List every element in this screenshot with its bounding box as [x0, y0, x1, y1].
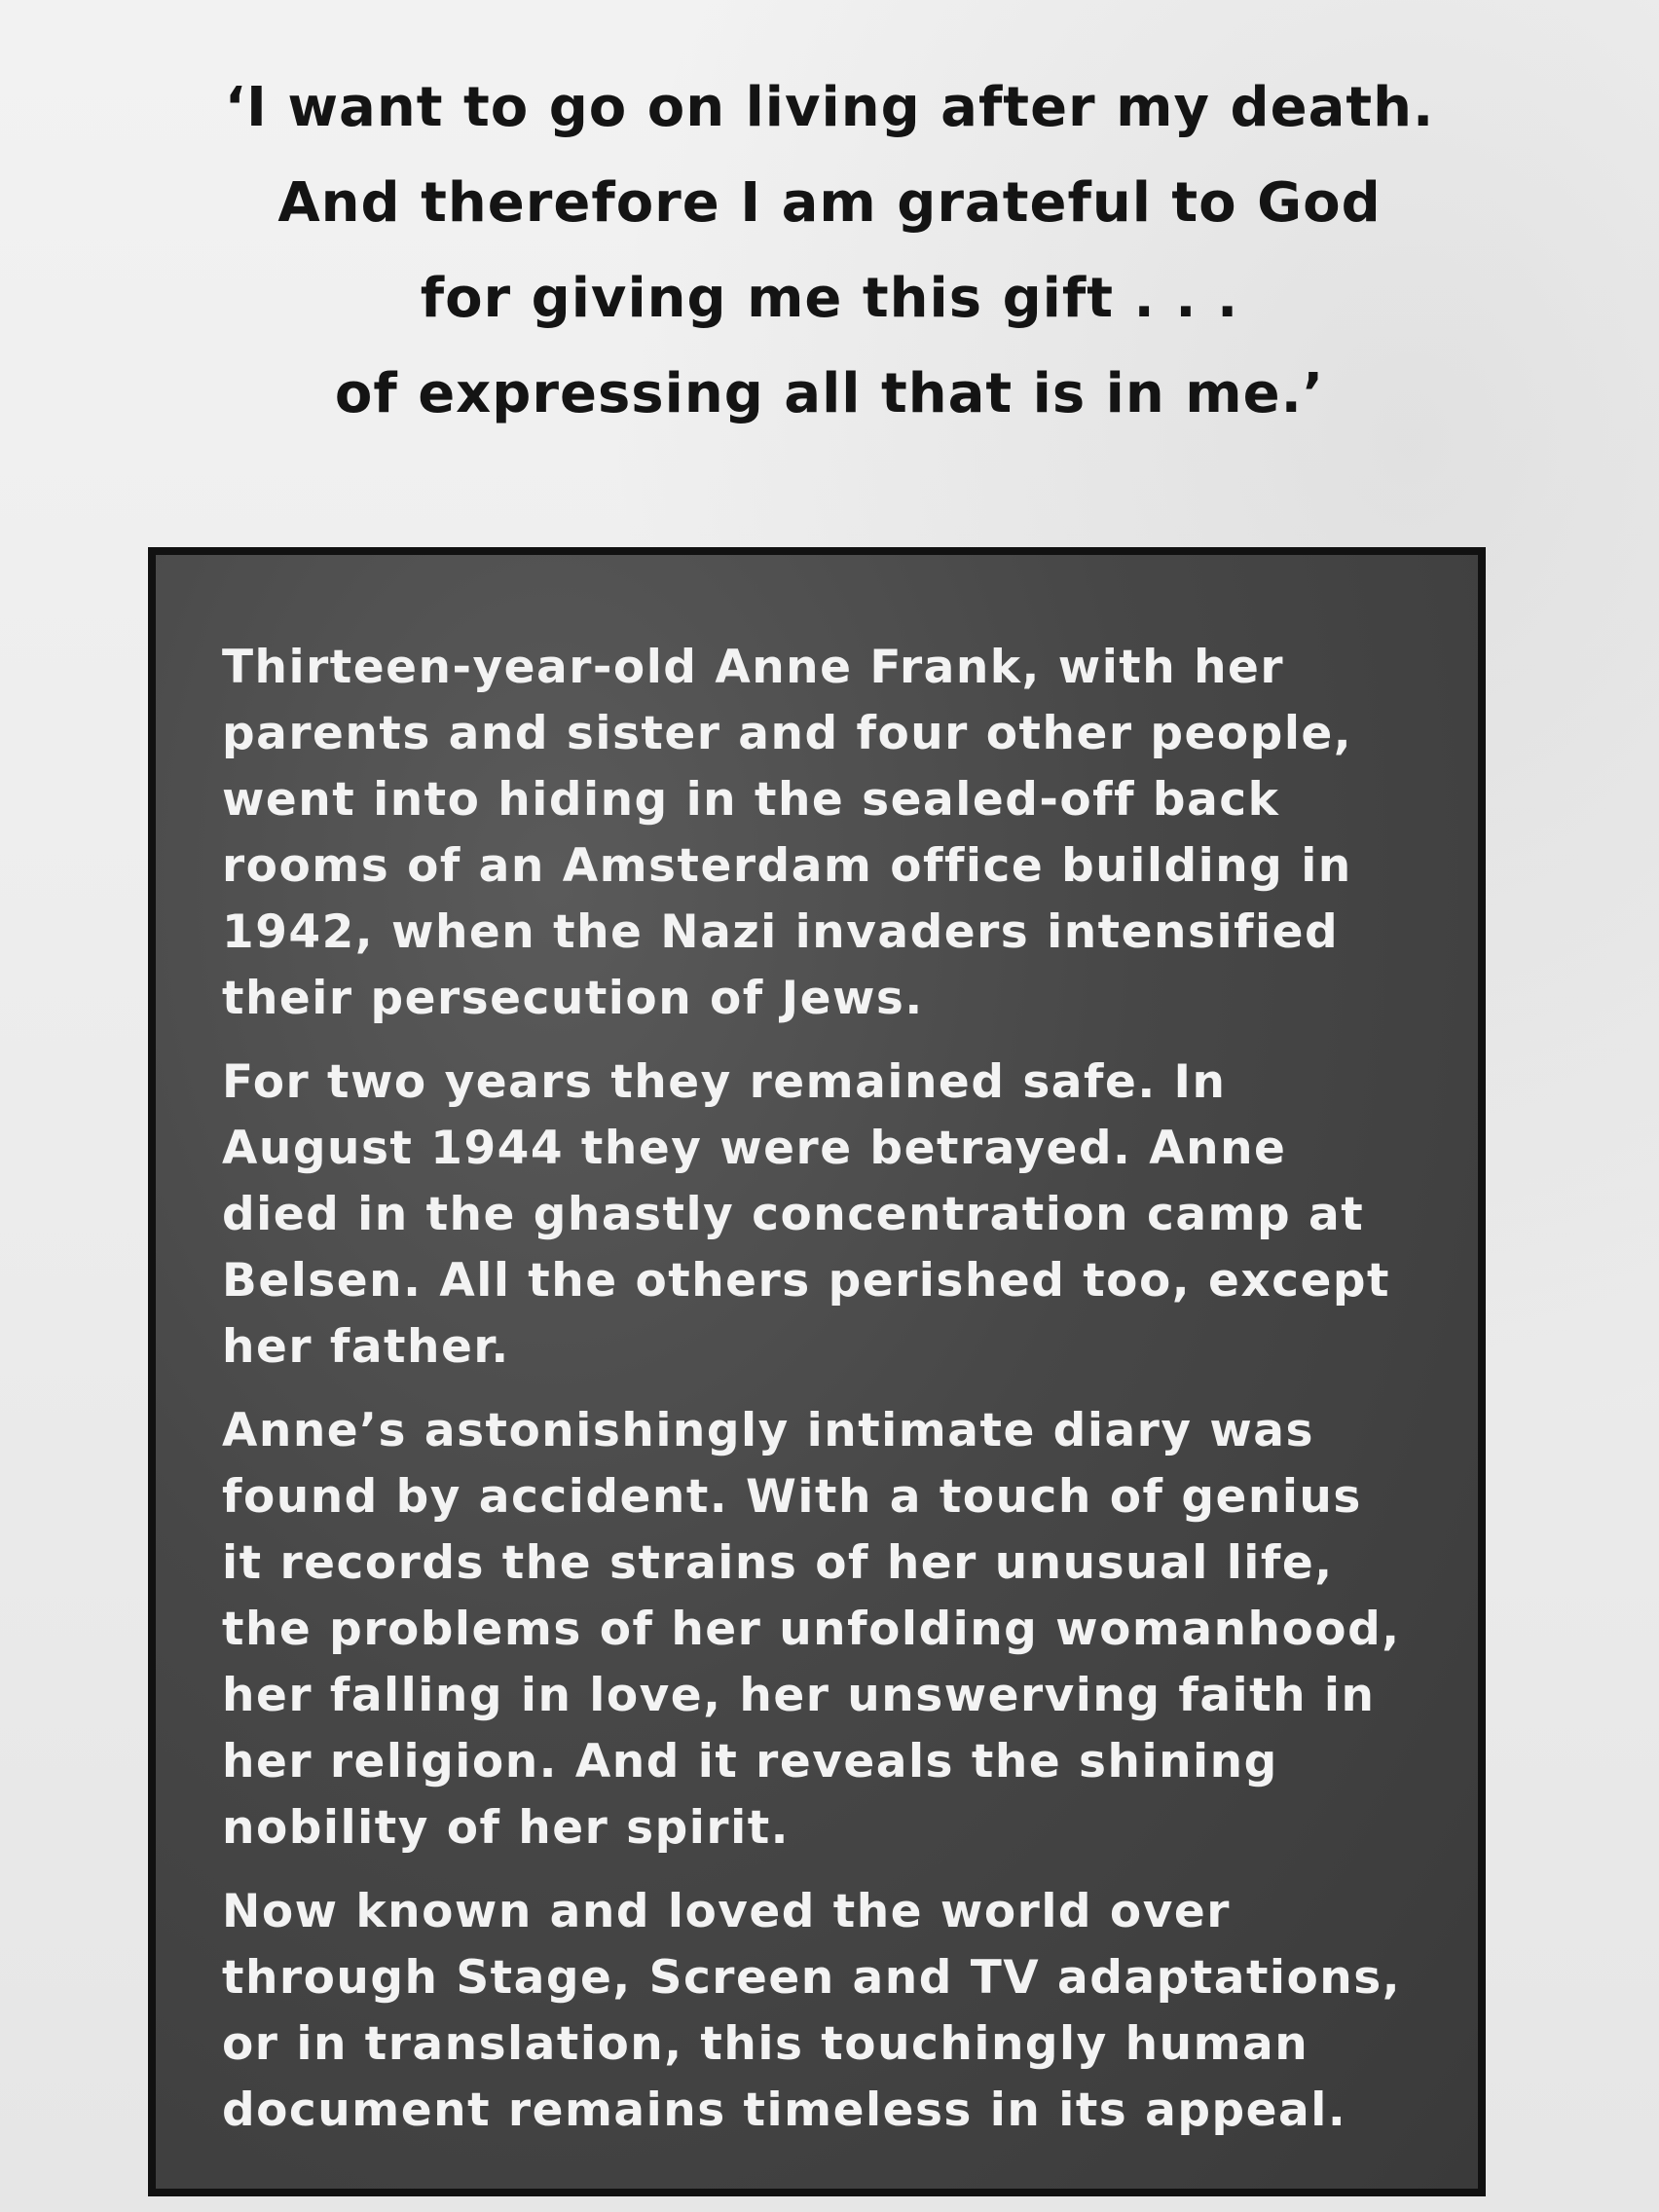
blurb-line: rooms of an Amsterdam office building in	[222, 839, 1352, 893]
blurb-line: nobility of her spirit.	[222, 1801, 791, 1855]
blurb-line: document remains timeless in its appeal.	[222, 2083, 1347, 2137]
blurb-line: August 1944 they were betrayed. Anne	[222, 1122, 1287, 1175]
quote-line: of expressing all that is in me.’	[334, 362, 1325, 425]
blurb-paragraph	[222, 1398, 1468, 1862]
blurb-line: Thirteen-year-old Anne Frank, with her	[222, 641, 1285, 694]
blurb-line: her father.	[222, 1320, 510, 1374]
epigraph-quote	[0, 60, 1659, 442]
blurb-line: her falling in love, her unswerving faith in	[222, 1669, 1376, 1722]
blurb-line: Anne’s astonishingly intimate diary was	[222, 1404, 1314, 1457]
blurb-line: For two years they remained safe. In	[222, 1055, 1227, 1109]
blurb-panel	[148, 547, 1486, 2196]
blurb-line: it records the strains of her unusual life,	[222, 1536, 1334, 1590]
blurb-line: parents and sister and four other people,	[222, 707, 1353, 760]
blurb-line: 1942, when the Nazi invaders intensified	[222, 905, 1340, 959]
blurb-paragraph	[222, 1050, 1468, 1381]
blurb-line: died in the ghastly concentration camp at	[222, 1188, 1365, 1241]
blurb-line: their persecution of Jews.	[222, 972, 924, 1025]
blurb-line: the problems of her unfolding womanhood,	[222, 1603, 1401, 1656]
blurb-line: her religion. And it reveals the shining	[222, 1735, 1278, 1788]
blurb-line: or in translation, this touchingly human	[222, 2017, 1309, 2071]
blurb-line: found by accident. With a touch of genius	[222, 1470, 1362, 1524]
quote-line: ‘I want to go on living after my death.	[224, 76, 1435, 139]
quote-line: And therefore I am grateful to God	[277, 171, 1382, 235]
blurb-line: Now known and loved the world over	[222, 1885, 1231, 1938]
quote-line: for giving me this gift . . .	[420, 267, 1239, 330]
blurb-line: went into hiding in the sealed-off back	[222, 773, 1280, 827]
blurb-line: Belsen. All the others perished too, except	[222, 1254, 1391, 1308]
blurb-text	[222, 635, 1468, 2161]
blurb-paragraph	[222, 1879, 1468, 2144]
blurb-paragraph	[222, 635, 1468, 1032]
blurb-line: through Stage, Screen and TV adaptations,	[222, 1951, 1402, 2005]
